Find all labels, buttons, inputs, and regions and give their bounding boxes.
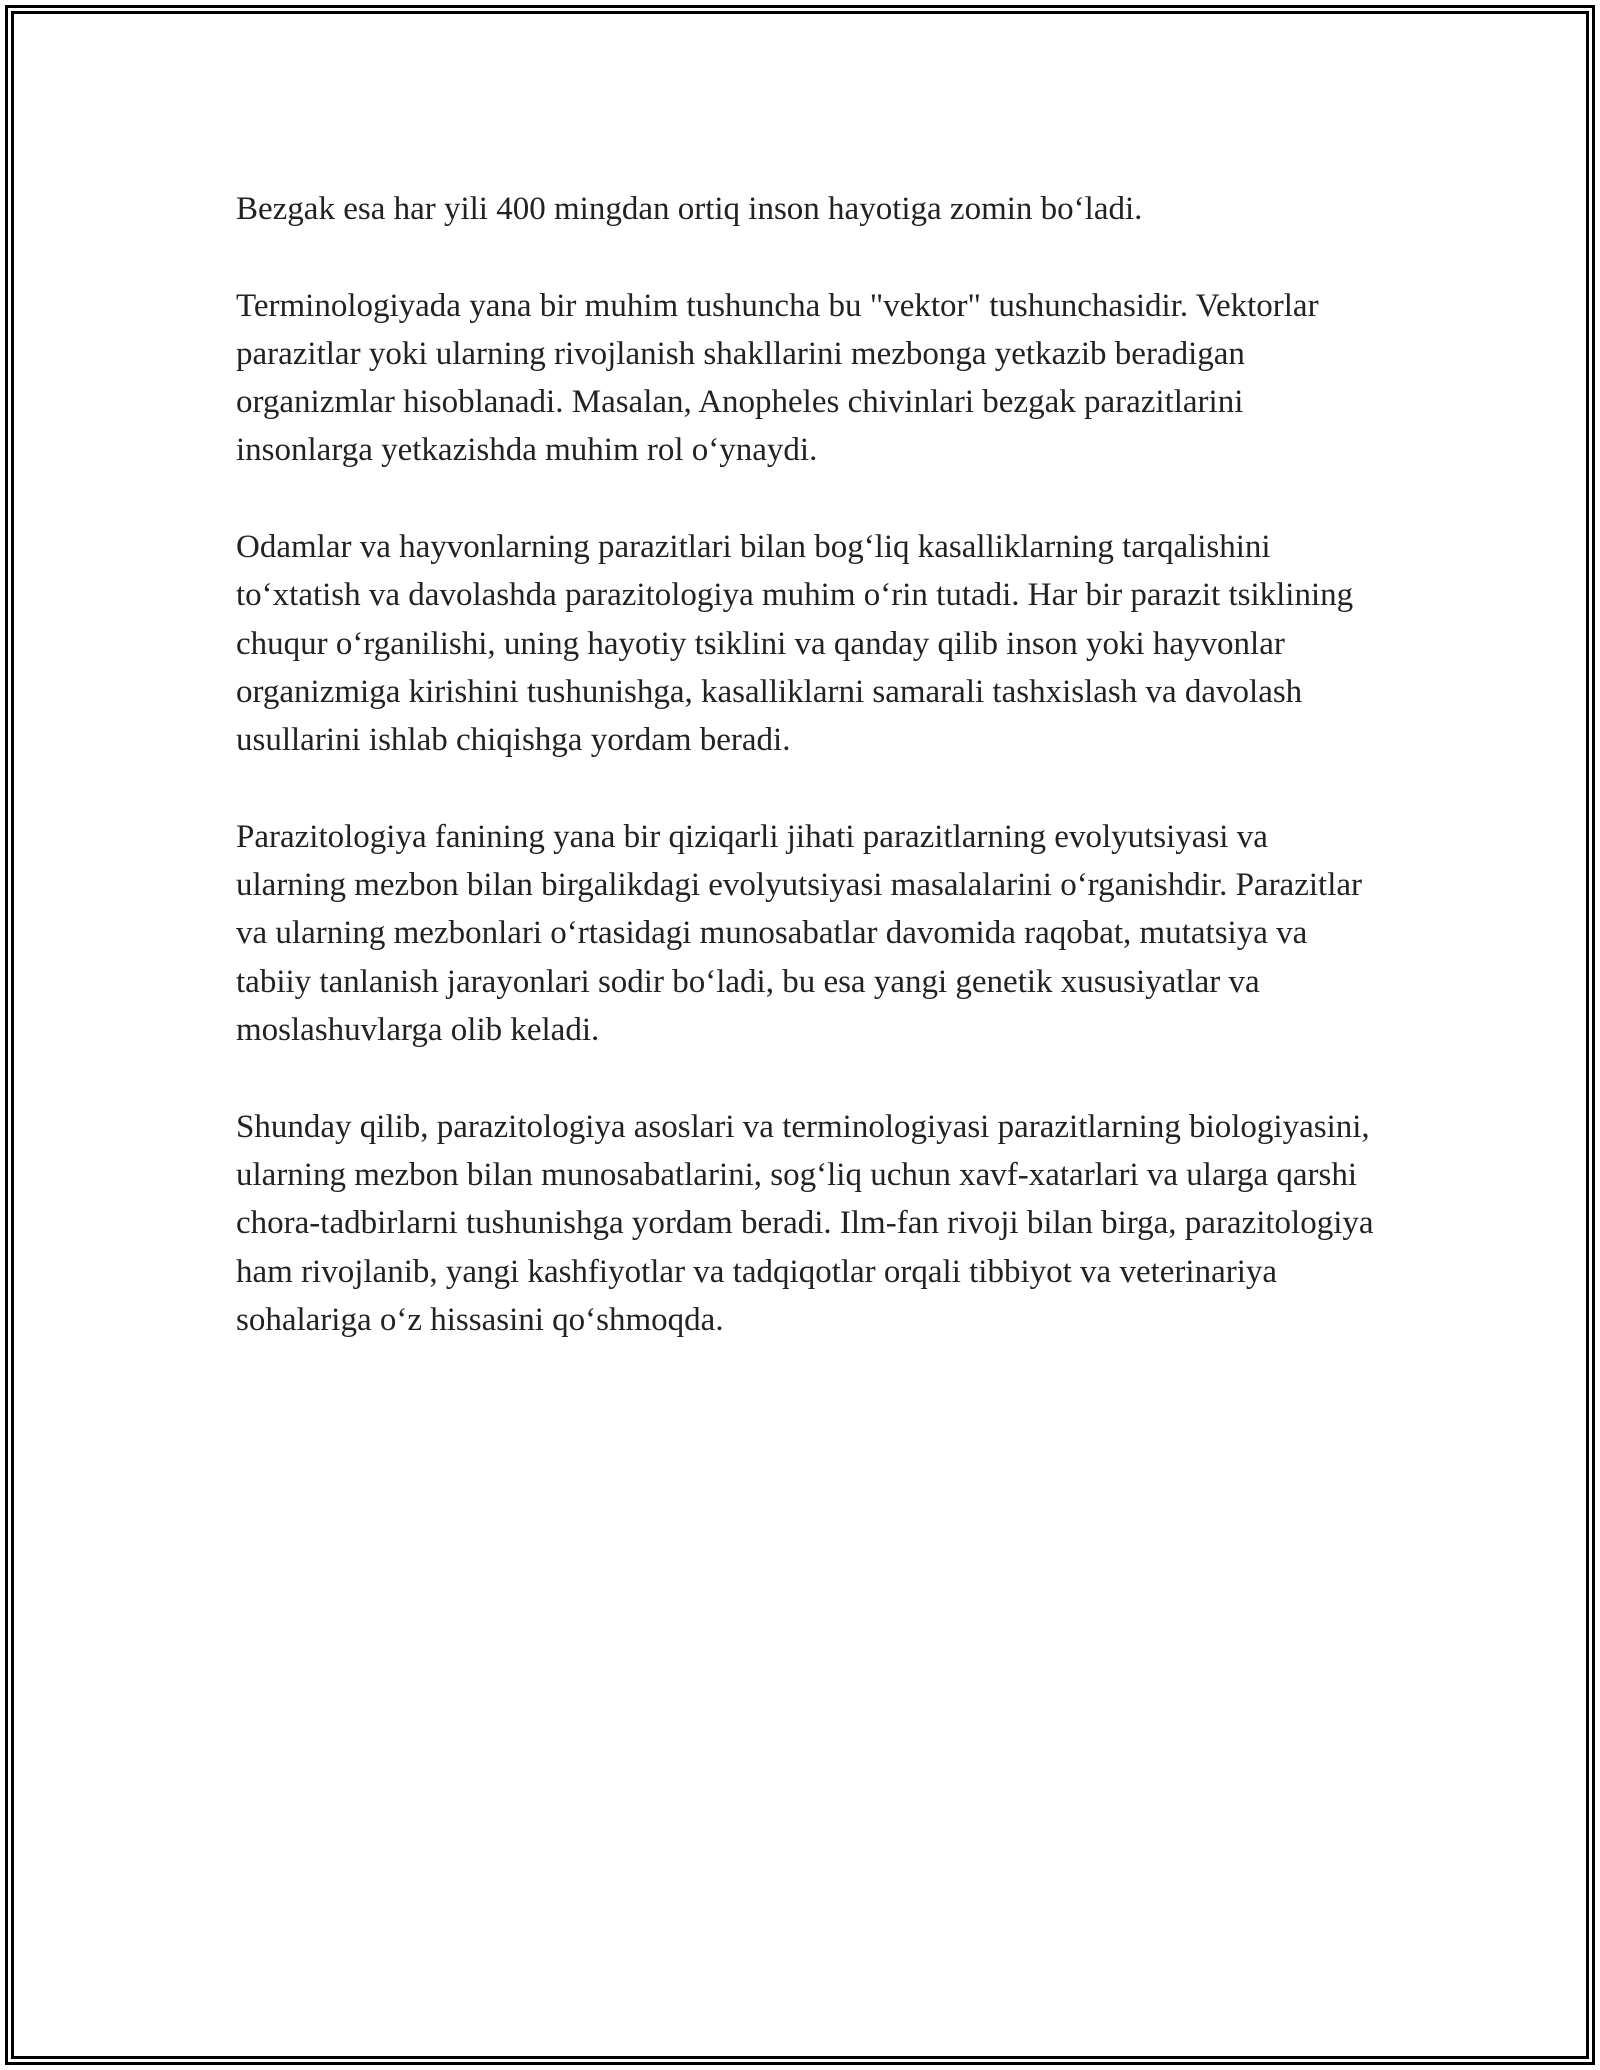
paragraph-1: Bezgak esa har yili 400 mingdan ortiq inson hayotiga zomin bo‘ladi. [236,191,1143,227]
paragraph-4: Parazitologiya fanining yana bir qiziqarli jihati parazitlarning evolyutsiyasi va ularning mezbon bilan birgalikdagi evolyutsiyasi masalalarini o‘rganishdir. Parazitlar va ularning mezbonlari o‘rtasidagi munosabatlar davomida raqobat, mutatsiya va tabiiy tanlanish jarayonlari sodir bo‘ladi, bu esa yangi genetik xususiyatlar va moslashuvlarga olib keladi. [236,818,1362,1049]
paragraph-3: Odamlar va hayvonlarning parazitlari bilan bog‘liq kasalliklarning tarqalishini to‘xtatish va davolashda parazitologiya muhim o‘rin tutadi. Har bir parazit tsiklining chuqur o‘rganilishi, uning hayotiy tsiklini va qanday qilib inson yoki hayvonlar organizmiga kirishini tushunishga, kasalliklarni samarali tashxislash va davolash usullarini ishlab chiqishga yordam beradi. [236,529,1354,759]
paragraph-2: Terminologiyada yana bir muhim tushuncha bu "vektor" tushunchasidir. Vektorlar parazitlar yoki ularning rivojlanish shakllarini mezbonga yetkazib beradigan organizmlar hisoblanadi. Masalan, Anopheles chivinlari bezgak parazitlarini insonlarga yetkazishda muhim rol o‘ynaydi. [236,287,1319,469]
document-body [236,185,1376,1392]
paragraph-5: Shunday qilib, parazitologiya asoslari va terminologiyasi parazitlarning biologiyasini, ularning mezbon bilan munosabatlarini, sog‘liq uchun xavf-xatarlari va ularga qarshi chora-tadbirlarni tushunishga yordam beradi. Ilm-fan rivoji bilan birga, parazitologiya ham rivojlanib, yangi kashfiyotlar va tadqiqotlar orqali tibbiyot va veterinariya sohalariga o‘z hissasini qo‘shmoqda. [236,1108,1374,1338]
